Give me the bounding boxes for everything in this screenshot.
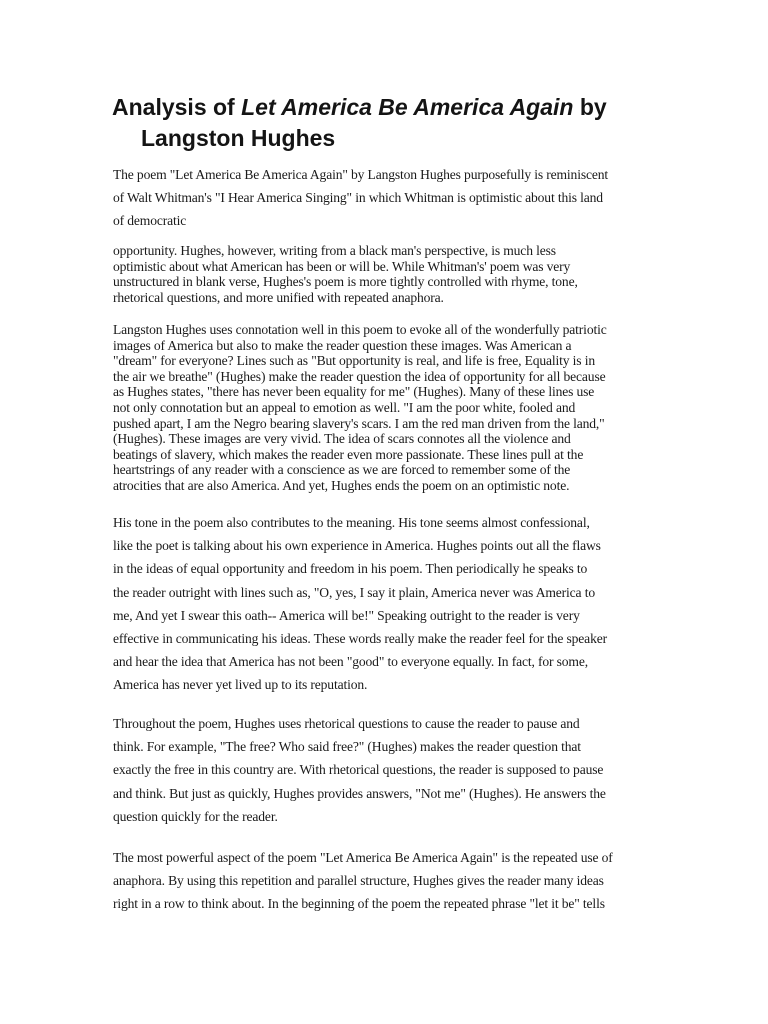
text-line: Langston Hughes uses connotation well in this poem to evoke all of the wonderfully patriotic bbox=[113, 322, 607, 337]
paragraph-rhetorical-questions bbox=[113, 712, 658, 828]
text-line: effective in communicating his ideas. These words really make the reader feel for the speaker bbox=[113, 631, 607, 647]
title-suffix: by bbox=[573, 94, 607, 120]
text-line: the air we breathe" (Hughes) make the reader question the idea of opportunity for all because bbox=[113, 368, 606, 384]
text-line: me, And yet I swear this oath-- America will be!" Speaking outright to the reader is very bbox=[113, 607, 580, 623]
text-line: think. For example, "The free? Who said free?" (Hughes) makes the reader question that bbox=[113, 739, 581, 755]
text-line: "dream" for everyone? Lines such as "But opportunity is real, and life is free, Equality is in bbox=[113, 353, 595, 369]
text-line: optimistic about what American has been or will be. While Whitman's' poem was very bbox=[113, 258, 571, 274]
text-line: The poem "Let America Be America Again" by Langston Hughes purposefully is reminiscent bbox=[113, 167, 608, 182]
text-line: right in a row to think about. In the beginning of the poem the repeated phrase "let it be" tells bbox=[113, 896, 605, 912]
text-line: (Hughes). These images are very vivid. The idea of scars connotes all the violence and bbox=[113, 431, 571, 447]
text-line: His tone in the poem also contributes to the meaning. His tone seems almost confessional, bbox=[113, 515, 590, 530]
paragraph-opportunity bbox=[113, 243, 658, 305]
text-line: and hear the idea that America has not been "good" to everyone equally. In fact, for some, bbox=[113, 654, 588, 670]
text-line: America has never yet lived up to its reputation. bbox=[113, 677, 368, 693]
text-line: exactly the free in this country are. With rhetorical questions, the reader is supposed to pause bbox=[113, 762, 604, 778]
text-line: in the ideas of equal opportunity and freedom in his poem. Then periodically he speaks to bbox=[113, 561, 588, 577]
text-line: not only connotation but an appeal to emotion as well. "I am the poor white, fooled and bbox=[113, 399, 576, 415]
title-line bbox=[112, 92, 672, 123]
poem-title: Let America Be America Again bbox=[241, 94, 574, 120]
text-line: pushed apart, I am the Negro bearing slavery's scars. I am the red man driven from the land," bbox=[113, 415, 605, 431]
paragraph-anaphora bbox=[113, 846, 658, 916]
text-line: unstructured in blank verse, Hughes's poem is more tightly controlled with rhyme, tone, bbox=[113, 274, 578, 290]
paragraph-tone bbox=[113, 511, 658, 697]
text-line: Throughout the poem, Hughes uses rhetorical questions to cause the reader to pause and bbox=[113, 716, 580, 731]
document-title bbox=[112, 92, 672, 154]
text-line: rhetorical questions, and more unified with repeated anaphora. bbox=[113, 289, 444, 305]
text-line: beatings of slavery, which makes the reader even more passionate. These lines pull at the bbox=[113, 446, 584, 462]
text-line: the reader outright with lines such as, "O, yes, I say it plain, America never was America to bbox=[113, 584, 595, 600]
title-prefix: Analysis of bbox=[112, 94, 242, 120]
text-line: of democratic bbox=[113, 213, 187, 229]
paragraph-intro bbox=[113, 163, 658, 233]
text-line: like the poet is talking about his own experience in America. Hughes points out all the flaws bbox=[113, 538, 601, 554]
text-line: atrocities that are also America. And yet, Hughes ends the poem on an optimistic note. bbox=[113, 477, 570, 493]
text-line: images of America but also to make the reader question these images. Was American a bbox=[113, 337, 572, 353]
text-line: opportunity. Hughes, however, writing from a black man's perspective, is much less bbox=[113, 243, 556, 258]
paragraph-connotation bbox=[113, 322, 658, 494]
text-line: question quickly for the reader. bbox=[113, 808, 278, 824]
text-line: anaphora. By using this repetition and parallel structure, Hughes gives the reader many ideas bbox=[113, 873, 604, 889]
text-line: and think. But just as quickly, Hughes provides answers, "Not me" (Hughes). He answers the bbox=[113, 785, 606, 801]
text-line: of Walt Whitman's "I Hear America Singing" in which Whitman is optimistic about this land bbox=[113, 190, 603, 206]
title-author: Langston Hughes bbox=[141, 125, 336, 151]
text-line: heartstrings of any reader with a conscience as we are forced to remember some of the bbox=[113, 462, 571, 478]
text-line: as Hughes states, "there has never been equality for me" (Hughes). Many of these lines use bbox=[113, 384, 595, 400]
text-line: The most powerful aspect of the poem "Let America Be America Again" is the repeated use of bbox=[113, 850, 613, 865]
